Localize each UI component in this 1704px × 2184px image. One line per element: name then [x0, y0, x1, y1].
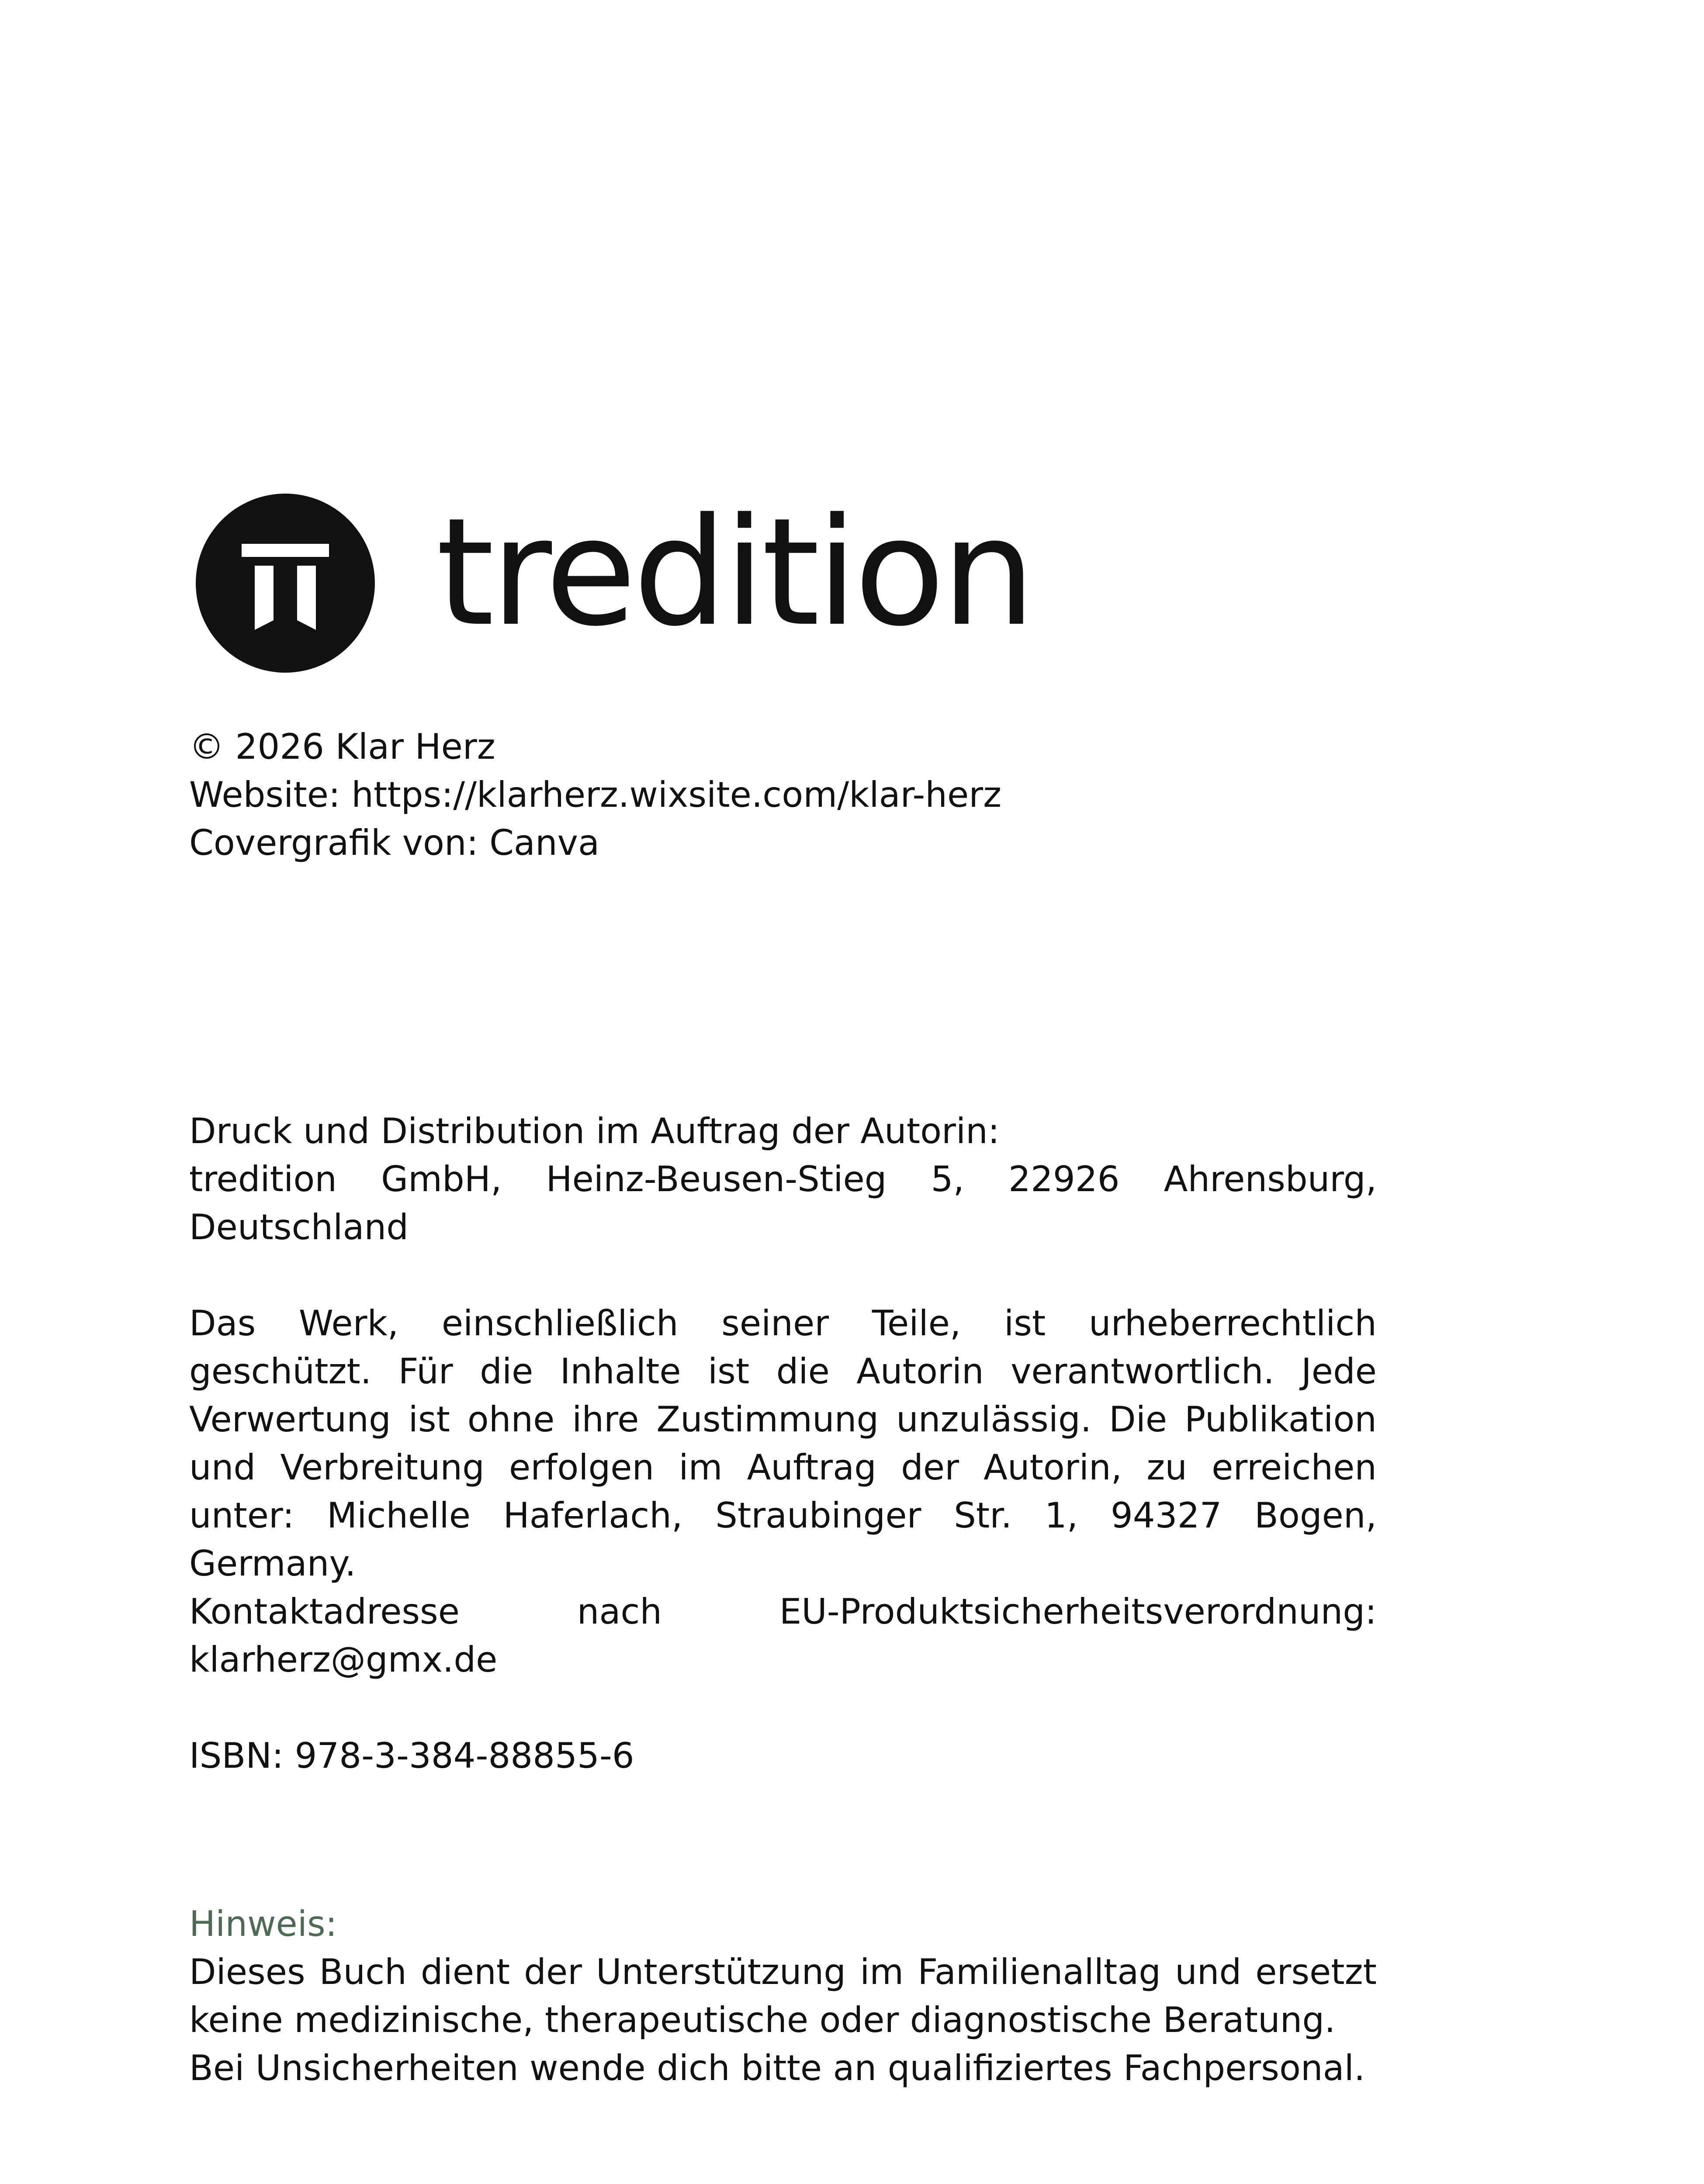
printing-heading: Druck und Distribution im Auftrag der Autorin: — [189, 1111, 1000, 1151]
imprint-block — [189, 723, 1377, 867]
contact-block — [189, 1588, 1377, 1684]
isbn-block — [189, 1732, 1377, 1780]
copyright-line: © 2026 Klar Herz — [189, 726, 495, 767]
note-label: Hinweis: — [189, 1904, 337, 1944]
tredition-logo-icon — [196, 494, 375, 673]
website-line: Website: https://klarherz.wixsite.com/klar-herz — [189, 774, 1002, 815]
logo-wordmark: tredition — [436, 486, 1032, 659]
printing-block — [189, 1107, 1377, 1251]
publisher-logo — [196, 486, 1032, 673]
note-paragraph-2: Bei Unsicherheiten wende dich bitte an qualifiziertes Fachpersonal. — [189, 2048, 1365, 2088]
printing-address-line2: Deutschland — [189, 1207, 409, 1248]
contact-heading: Kontaktadresse nach EU-Produktsicherheitsverordnung: — [189, 1591, 1377, 1632]
note-block — [189, 1900, 1377, 2092]
note-paragraph: Dieses Buch dient der Unterstützung im Familienalltag und ersetzt keine medizinische, therapeutische oder diagnostische Beratung. — [189, 1952, 1377, 2040]
printing-address-line1: tredition GmbH, Heinz-Beusen-Stieg 5, 22926 Ahrensburg, — [189, 1159, 1377, 1199]
contact-email: klarherz@gmx.de — [189, 1639, 498, 1680]
isbn-line: ISBN: 978-3-384-88855-6 — [189, 1735, 634, 1776]
rights-paragraph: Das Werk, einschließlich seiner Teile, ist urheberrechtlich geschützt. Für die Inhalte ist die Autorin verantwortlich. Jede Verwertung ist ohne ihre Zustimmung unzulässig. Die Publikation und Verbreitung erfolgen im Auftrag der Autorin, zu erreichen unter: Michelle Haferlach, Straubinger Str. 1, 94327 Bogen, Germany. — [189, 1303, 1377, 1584]
cover-credit-line: Covergrafik von: Canva — [189, 822, 600, 863]
rights-block — [189, 1299, 1377, 1588]
